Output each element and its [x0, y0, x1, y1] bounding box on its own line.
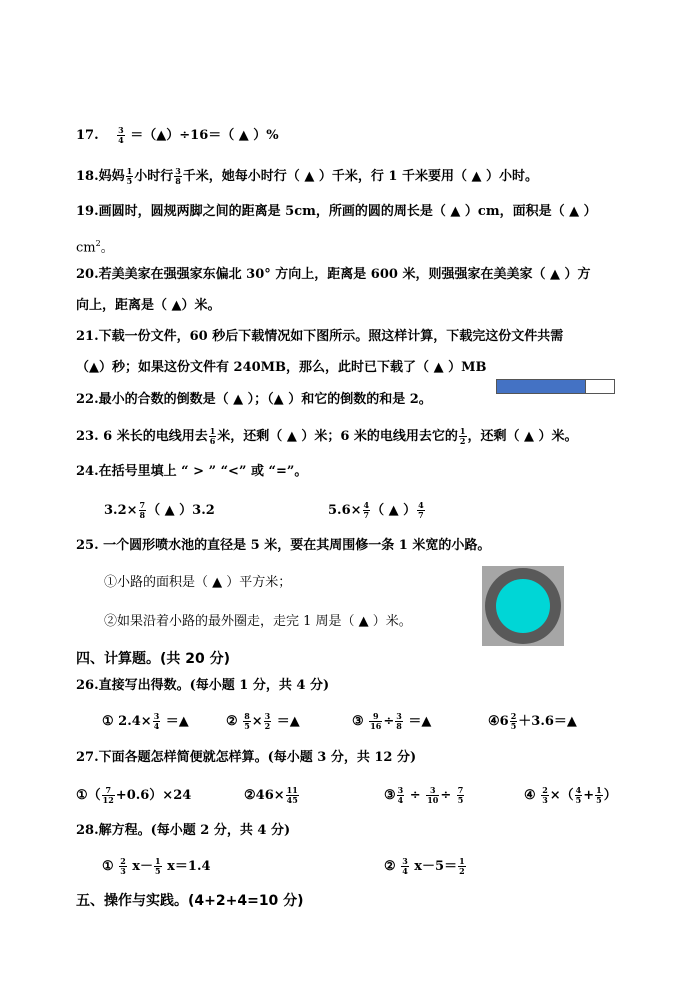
download-progress-bar	[496, 379, 615, 394]
section-5-title: 五、操作与实践。(4+2+4=10 分)	[76, 893, 304, 909]
q28-item-1: ① $\frac{2}{3}$ x－ $\frac{1}{5}$ x＝1.4	[102, 856, 211, 876]
fraction: $\frac{2}{3}$	[120, 856, 126, 876]
q19-line1: 19.画圆时，圆规两脚之间的距离是 5cm，所画的圆的周长是（ ▲ ）cm，面积是（ ▲ ）	[76, 204, 597, 219]
q26-title: 26.直接写出得数。(每小题 1 分，共 4 分)	[76, 678, 330, 693]
q28-item-2: ② $\frac{3}{4}$ x－5＝ $\frac{1}{2}$	[384, 856, 465, 876]
q20-line2: 向上，距离是（ ▲）米。	[76, 298, 221, 313]
q21-line1: 21.下载一份文件，60 秒后下载情况如下图所示。照这样计算，下载完这份文件共需	[76, 329, 564, 344]
fraction: $\frac{7}{12}$	[102, 785, 114, 805]
fraction: $\frac{8}{5}$	[244, 711, 250, 731]
q24-title: 24.在括号里填上 “ > ” “<” 或 “=”。	[76, 464, 308, 479]
fraction: $\frac{3}{4}$	[402, 856, 408, 876]
fraction: $\frac{1}{2}$	[459, 856, 465, 876]
fraction: $\frac{2}{3}$	[542, 785, 548, 805]
fraction: $\frac{3}{8}$	[396, 711, 402, 731]
q24-item-a: 3.2× $\frac{7}{8}$ （ ▲ ）3.2	[104, 500, 215, 520]
q27-title: 27.下面各题怎样简便就怎样算。(每小题 3 分，共 12 分)	[76, 750, 417, 765]
q19-line2: $cm^2$。	[76, 239, 114, 256]
fraction: $\frac{3}{4}$	[153, 711, 160, 731]
fraction: $\frac{7}{5}$	[457, 785, 464, 805]
q27-item-4: ④ $\frac{2}{3}$ ×（ $\frac{4}{5}$ + $\frac{1}{5}$ ）	[524, 785, 617, 805]
q23: 23. 6 米长的电线用去 $\frac{1}{6}$ 米，还剩（ ▲ ）米；6 米的电线用去它的 $\frac{1}{2}$ ，还剩（ ▲ ）米。	[76, 426, 578, 446]
q27-item-2: ②46× $\frac{11}{45}$	[244, 785, 298, 805]
fraction: $\frac{7}{8}$	[139, 500, 146, 520]
q26-item-4: ④6 $\frac{2}{5}$ ＋3.6＝▲	[488, 711, 577, 731]
fraction: $\frac{3}{2}$	[264, 711, 271, 731]
q22: 22.最小的合数的倒数是（ ▲ ）；（▲ ）和它的倒数的和是 2。	[76, 392, 432, 407]
fraction: $\frac{9}{16}$	[370, 711, 382, 731]
fraction: $\frac{1}{5}$	[596, 785, 602, 805]
q26-item-3: ③ $\frac{9}{16}$ ÷ $\frac{3}{8}$ ＝▲	[352, 711, 432, 731]
q28-title: 28.解方程。(每小题 2 分，共 4 分)	[76, 823, 291, 838]
fraction: $\frac{1}{5}$	[155, 856, 161, 876]
fraction: $\frac{3}{8}$	[175, 166, 181, 186]
fountain-path-diagram	[482, 566, 564, 646]
q25-sub1: ①小路的面积是（ ▲ ）平方米；	[104, 575, 292, 590]
fraction: $\frac{1}{2}$	[459, 426, 466, 446]
fraction: $\frac{3}{4}$	[397, 785, 404, 805]
q26-item-2: ② $\frac{8}{5}$ × $\frac{3}{2}$ ＝▲	[226, 711, 300, 731]
q26-item-1: ① 2.4× $\frac{3}{4}$ ＝▲	[102, 711, 189, 731]
q25-sub2: ②如果沿着小路的最外圈走，走完 1 周是（ ▲ ）米。	[104, 614, 412, 629]
fraction: $\frac{3}{10}$	[427, 785, 439, 805]
download-progress-fill	[497, 380, 586, 393]
q24-item-b: 5.6× $\frac{4}{7}$ （ ▲ ） $\frac{4}{7}$	[328, 500, 424, 520]
fraction: $\frac{1}{6}$	[209, 426, 216, 446]
fraction: $\frac{4}{7}$	[363, 500, 370, 520]
q25-title: 25. 一个圆形喷水池的直径是 5 米，要在其周围修一条 1 米宽的小路。	[76, 538, 491, 553]
fraction: $\frac{2}{5}$	[510, 711, 517, 731]
fountain-pool	[496, 579, 550, 633]
q18: 18.妈妈 $\frac{1}{5}$ 小时行 $\frac{3}{8}$ 千米，她每小时行（ ▲ ）千米，行 1 千米要用（ ▲ ）小时。	[76, 166, 538, 186]
section-4-title: 四、计算题。(共 20 分)	[76, 651, 231, 667]
q17: 17. $\frac{3}{4}$ ＝（▲）÷16＝（ ▲ ）%	[76, 125, 279, 145]
fraction: $\frac{4}{5}$	[575, 785, 582, 805]
fraction: $\frac{1}{5}$	[126, 166, 133, 186]
q20-line1: 20.若美美家在强强家东偏北 30° 方向上，距离是 600 米，则强强家在美美家（ ▲ ）方	[76, 267, 591, 282]
q21-line2: （▲）秒；如果这份文件有 240MB，那么，此时已下载了（ ▲ ）MB	[76, 360, 487, 375]
fraction: $\frac{4}{7}$	[418, 500, 424, 520]
fraction: $\frac{3}{4}$	[118, 125, 124, 145]
q27-item-1: ①（ $\frac{7}{12}$ +0.6）×24	[76, 785, 192, 805]
fraction: $\frac{11}{45}$	[286, 785, 298, 805]
q27-item-3: ③ $\frac{3}{4}$ ÷ $\frac{3}{10}$ ÷ $\frac{7}{5}$	[384, 785, 464, 805]
